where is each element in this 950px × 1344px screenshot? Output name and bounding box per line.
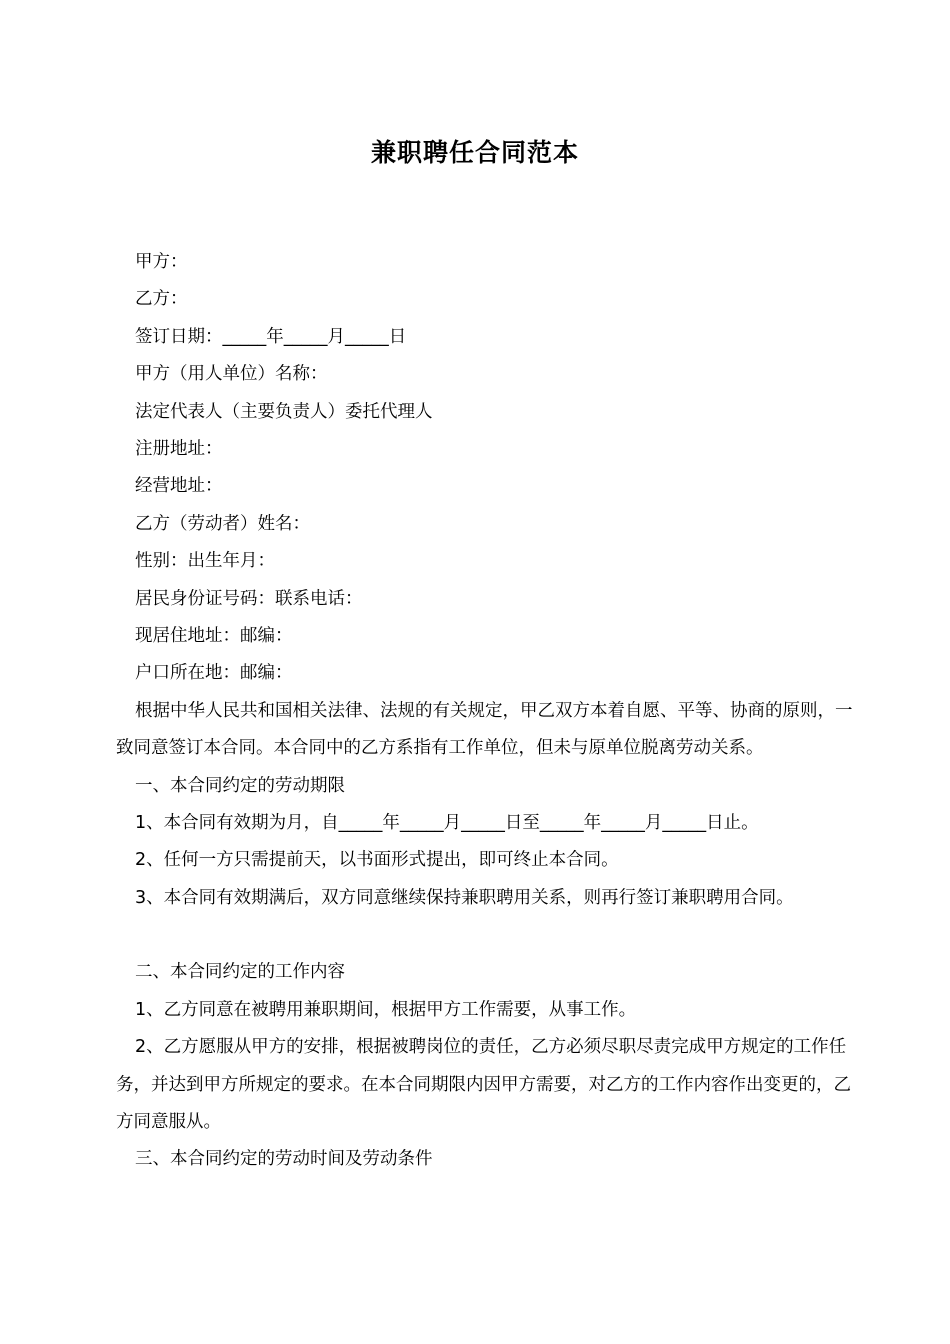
section-3-heading: 三、本合同约定的劳动时间及劳动条件 bbox=[135, 1149, 433, 1170]
field-employer-name: 甲方（用人单位）名称： bbox=[135, 364, 328, 385]
section-1-item-2: 2、任何一方只需提前天，以书面形式提出，即可终止本合同。 bbox=[135, 850, 619, 871]
field-legal-representative: 法定代表人（主要负责人）委托代理人 bbox=[135, 401, 433, 422]
field-gender-birth: 性别：出生年月： bbox=[135, 551, 275, 572]
section-2-item-1: 1、乙方同意在被聘用兼职期间，根据甲方工作需要，从事工作。 bbox=[135, 999, 637, 1020]
field-id-phone: 居民身份证号码：联系电话： bbox=[135, 588, 363, 609]
section-1-heading: 一、本合同约定的劳动期限 bbox=[135, 775, 345, 796]
field-sign-date: 签订日期：_____年_____月_____日 bbox=[135, 326, 407, 347]
document-body bbox=[116, 244, 856, 1179]
section-2-heading: 二、本合同约定的工作内容 bbox=[135, 962, 345, 983]
section-1-item-1: 1、本合同有效期为月，自_____年_____月_____日至_____年_____月_____日止。 bbox=[135, 812, 759, 833]
field-household-address: 户口所在地：邮编： bbox=[135, 663, 293, 684]
document-title: 兼职聘任合同范本 bbox=[370, 138, 579, 167]
field-current-address: 现居住地址：邮编： bbox=[135, 625, 293, 646]
blank-line bbox=[116, 917, 856, 954]
intro-paragraph: 根据中华人民共和国相关法律、法规的有关规定，甲乙双方本着自愿、平等、协商的原则，一致同意签订本合同。本合同中的乙方系指有工作单位，但未与原单位脱离劳动关系。 bbox=[116, 700, 853, 759]
field-employee-name: 乙方（劳动者）姓名： bbox=[135, 513, 310, 534]
section-2-item-2: 2、乙方愿服从甲方的安排，根据被聘岗位的责任，乙方必须尽职尽责完成甲方规定的工作任务，并达到甲方所规定的要求。在本合同期限内因甲方需要，对乙方的工作内容作出变更的，乙方同意服从。 bbox=[116, 1037, 851, 1133]
field-business-address: 经营地址： bbox=[135, 476, 223, 497]
field-registered-address: 注册地址： bbox=[135, 438, 223, 459]
field-party-b: 乙方： bbox=[135, 289, 188, 310]
section-1-item-3: 3、本合同有效期满后，双方同意继续保持兼职聘用关系，则再行签订兼职聘用合同。 bbox=[135, 887, 794, 908]
field-party-a: 甲方： bbox=[135, 252, 188, 272]
